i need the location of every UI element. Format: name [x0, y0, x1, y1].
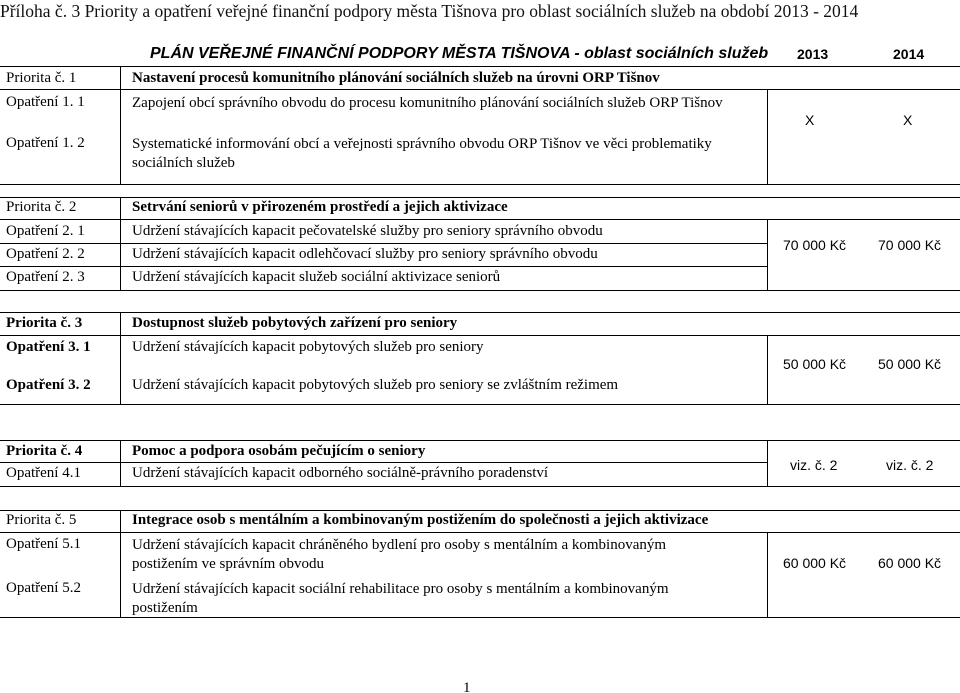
priority-2-title: Setrvání seniorů v přirozeném prostředí a jejich aktivizace	[132, 199, 508, 215]
measure-5-1-text: Udržení stávajících kapacit chráněného bydlení pro osoby s mentálním a kombinovaným postižením ve správním obvodu	[132, 537, 667, 572]
priority-4-divider	[0, 462, 767, 463]
priority-5-value-2014: 60 000 Kč	[878, 555, 942, 571]
priority-5-bottom	[0, 617, 960, 618]
measure-1-1-text: Zapojení obcí správního obvodu do procesu komunitního plánování sociálních služeb ORP Tišnov	[132, 95, 723, 111]
priority-4-bottom	[0, 486, 960, 487]
measure-3-2-label: Opatření 3. 2	[6, 377, 91, 393]
page-number: 1	[463, 680, 471, 693]
measure-3-1-text: Udržení stávajících kapacit pobytových služeb pro seniory	[132, 339, 484, 355]
measure-2-1-text: Udržení stávajících kapacit pečovatelské služby pro seniory správního obvodu	[132, 223, 603, 239]
measure-4-1-label: Opatření 4.1	[6, 465, 81, 481]
measure-1-2-text: Systematické informování obcí a veřejnosti správního obvodu ORP Tišnov ve věci problematiky sociálních služeb	[132, 136, 712, 171]
measure-5-2-text: Udržení stávajících kapacit sociální rehabilitace pro osoby s mentálním a kombinovaným postižením	[132, 581, 669, 616]
priority-1-divider	[0, 89, 960, 90]
priority-3-title: Dostupnost služeb pobytových zařízení pro seniory	[132, 315, 458, 331]
priority-4-value-2014: viz. č. 2	[886, 457, 934, 473]
priority-2-value-2014: 70 000 Kč	[878, 237, 942, 253]
priority-1-value-2013: X	[805, 112, 815, 128]
priority-4-label: Priorita č. 4	[6, 443, 83, 459]
measure-3-1-label: Opatření 3. 1	[6, 339, 91, 355]
measure-2-3-label: Opatření 2. 3	[6, 269, 85, 285]
priority-4-top	[0, 440, 960, 441]
priority-1-label: Priorita č. 1	[6, 70, 77, 86]
priority-3-label: Priorita č. 3	[6, 315, 83, 331]
priority-1-bottom	[0, 184, 960, 185]
priority-5-value-2013: 60 000 Kč	[783, 555, 847, 571]
priority-3-left-divider	[120, 312, 121, 404]
priority-1-right-divider	[767, 89, 768, 184]
priority-3-divider	[0, 335, 960, 336]
measure-1-1-label: Opatření 1. 1	[6, 94, 85, 110]
priority-4-left-divider	[120, 440, 121, 486]
measure-2-2-divider	[0, 266, 767, 267]
header-divider	[0, 66, 960, 67]
priority-2-top	[0, 197, 960, 198]
measure-2-2-text: Udržení stávajících kapacit odlehčovací služby pro seniory správního obvodu	[132, 246, 598, 262]
measure-2-1-divider	[0, 243, 767, 244]
priority-3-value-2014: 50 000 Kč	[878, 356, 942, 372]
priority-2-divider	[0, 219, 960, 220]
measure-2-2-label: Opatření 2. 2	[6, 246, 85, 262]
priority-5-divider	[0, 532, 960, 533]
priority-2-label: Priorita č. 2	[6, 199, 77, 215]
priority-5-top	[0, 510, 960, 511]
priority-4-value-2013: viz. č. 2	[790, 457, 838, 473]
measure-2-3-text: Udržení stávajících kapacit služeb sociální aktivizace seniorů	[132, 269, 501, 285]
year-2013-header: 2013	[797, 46, 829, 62]
document-header-title: Příloha č. 3 Priority a opatření veřejné finanční podpory města Tišnova pro oblast sociálních služeb na období 2013 - 2014	[0, 1, 859, 21]
priority-5-left-divider	[120, 510, 121, 617]
priority-3-bottom	[0, 404, 960, 405]
priority-2-bottom	[0, 290, 960, 291]
priority-3-top	[0, 312, 960, 313]
year-2014-header: 2014	[893, 46, 925, 62]
priority-2-value-2013: 70 000 Kč	[783, 237, 847, 253]
measure-5-2-label: Opatření 5.2	[6, 580, 81, 596]
priority-1-title: Nastavení procesů komunitního plánování sociálních služeb na úrovni ORP Tišnov	[132, 70, 660, 86]
priority-3-right-divider	[767, 335, 768, 404]
priority-4-title: Pomoc a podpora osobám pečujícím o seniory	[132, 443, 426, 459]
measure-4-1-text: Udržení stávajících kapacit odborného sociálně-právního poradenství	[132, 465, 549, 481]
priority-5-label: Priorita č. 5	[6, 512, 77, 528]
priority-5-title: Integrace osob s mentálním a kombinovaným postižením do společnosti a jejich aktivizace	[132, 512, 709, 528]
measure-2-1-label: Opatření 2. 1	[6, 223, 85, 239]
priority-5-right-divider	[767, 532, 768, 617]
priority-1-left-divider	[120, 67, 121, 184]
priority-2-right-divider	[767, 219, 768, 290]
priority-3-value-2013: 50 000 Kč	[783, 356, 847, 372]
measure-1-2-label: Opatření 1. 2	[6, 135, 85, 151]
measure-3-2-text: Udržení stávajících kapacit pobytových služeb pro seniory se zvláštním režimem	[132, 377, 619, 393]
measure-5-1-label: Opatření 5.1	[6, 536, 81, 552]
plan-title: PLÁN VEŘEJNÉ FINANČNÍ PODPORY MĚSTA TIŠNOVA - oblast sociálních služeb	[150, 45, 769, 62]
priority-1-value-2014: X	[903, 112, 913, 128]
priority-4-right-divider	[767, 440, 768, 486]
